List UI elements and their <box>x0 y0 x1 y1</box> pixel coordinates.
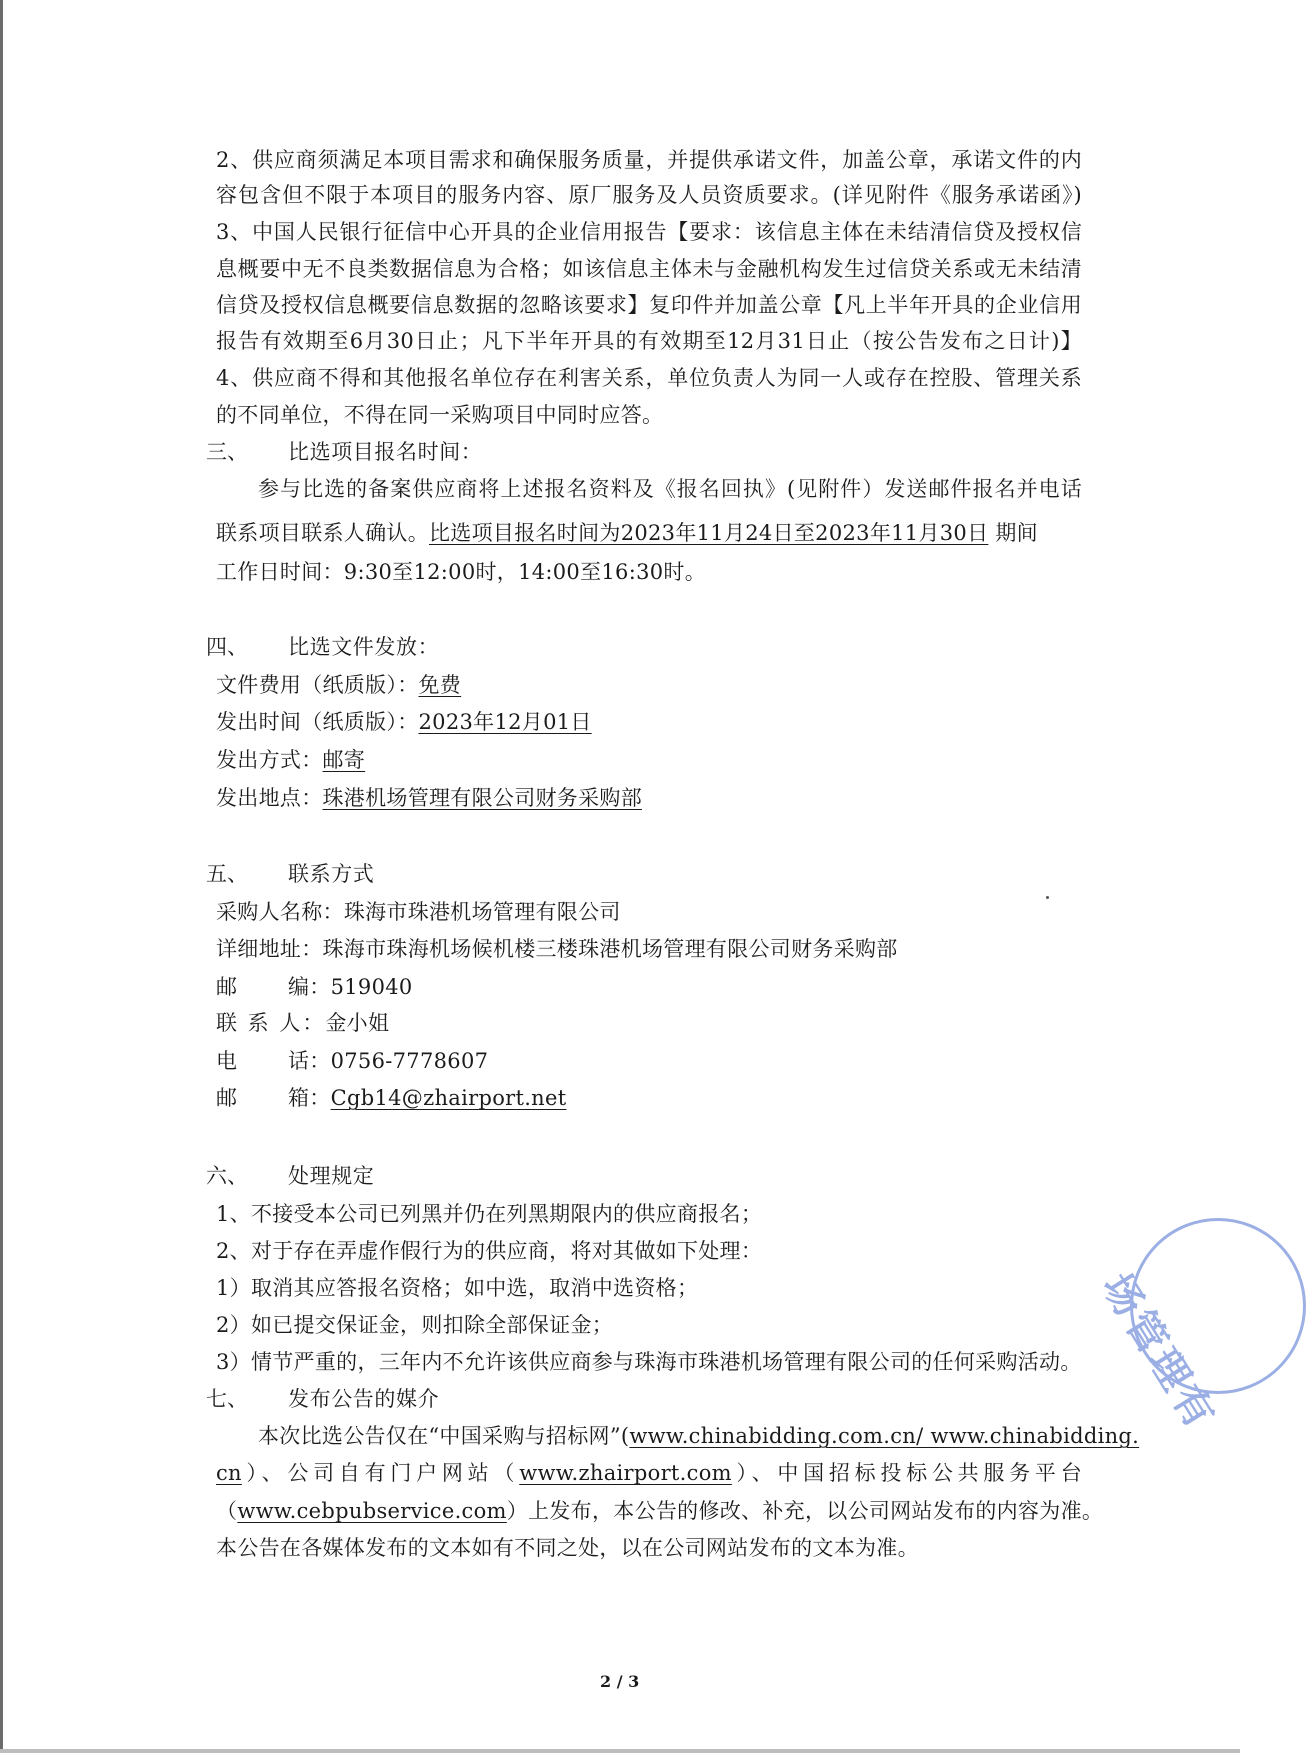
chinabidding-link[interactable]: www.chinabidding.com.cn/ www.chinabidding. <box>629 1424 1140 1448</box>
media-line3: （www.cebpubservice.com）上发布，本公告的修改、补充，以公司网站发布的内容为准。 <box>216 1499 1104 1523</box>
rule-line2: 2、对于存在弄虚作假行为的供应商，将对其做如下处理： <box>216 1239 763 1263</box>
media-line4: 本公告在各媒体发布的文本如有不同之处，以在公司网站发布的文本为准。 <box>216 1536 919 1560</box>
req-item3-line4: 报告有效期至6月30日止；凡下半年开具的有效期至12月31日止（按公告发布之日计)】 <box>216 329 1082 353</box>
section3-title: 比选项目报名时间： <box>288 440 483 464</box>
address-value: 珠海市珠海机场候机楼三楼珠港机场管理有限公司财务采购部 <box>322 937 898 961</box>
section7-number: 七、 <box>206 1387 248 1411</box>
issue-method-row: 发出方式：邮寄 <box>216 748 366 772</box>
issue-place-value: 珠港机场管理有限公司财务采购部 <box>322 786 642 810</box>
file-fee-row: 文件费用（纸质版）：免费 <box>216 673 462 697</box>
email-link[interactable]: Cgb14@zhairport.net <box>330 1086 567 1110</box>
section4-number: 四、 <box>206 635 248 659</box>
postcode-value: 519040 <box>330 975 413 999</box>
section4-title: 比选文件发放： <box>288 635 440 659</box>
seal-text: 场管理有 <box>1092 1265 1225 1440</box>
section5-heading <box>206 859 374 889</box>
scan-edge-bottom <box>0 1749 1240 1753</box>
company-seal <box>1092 1218 1306 1440</box>
email-row: 邮 箱：Cgb14@zhairport.net <box>216 1086 567 1110</box>
scan-speck <box>1046 896 1049 899</box>
section3-para-line1: 参与比选的备案供应商将上述报名资料及《报名回执》(见附件）发送邮件报名并电话 <box>258 477 1082 501</box>
registration-period: 比选项目报名时间为2023年11月24日至2023年11月30日 <box>429 521 989 545</box>
section5-title: 联系方式 <box>288 862 375 886</box>
buyer-value: 珠海市珠港机场管理有限公司 <box>343 900 621 924</box>
media-line1: 本次比选公告仅在“中国采购与招标网”(www.chinabidding.com.cn/ www.chinabidding. <box>258 1424 1140 1448</box>
req-item4-line2: 的不同单位，不得在同一采购项目中同时应答。 <box>216 403 664 427</box>
req-item3-line1: 3、中国人民银行征信中心开具的企业信用报告【要求：该信息主体在未结清信贷及授权信 <box>216 220 1082 244</box>
section4-heading <box>206 632 439 662</box>
phone-row: 电 话：0756-7778607 <box>216 1049 489 1073</box>
rule-line3: 1）取消其应答报名资格；如中选，取消中选资格； <box>216 1276 699 1300</box>
section3-number: 三、 <box>206 440 248 464</box>
rule-line5: 3）情节严重的，三年内不允许该供应商参与珠海市珠港机场管理有限公司的任何采购活动。 <box>216 1350 1082 1374</box>
section7-heading <box>206 1384 439 1414</box>
req-item2-line2: 容包含但不限于本项目的服务内容、原厂服务及人员资质要求。(详见附件《服务承诺函》) <box>216 183 1082 207</box>
rule-line1: 1、不接受本公司已列黑并仍在列黑期限内的供应商报名； <box>216 1202 763 1226</box>
buyer-row: 采购人名称：珠海市珠港机场管理有限公司 <box>216 900 621 924</box>
issue-method-value: 邮寄 <box>322 748 366 772</box>
section3-para-line2: 联系项目联系人确认。比选项目报名时间为2023年11月24日至2023年11月30日 期间 <box>216 521 1038 545</box>
section6-number: 六、 <box>206 1164 248 1188</box>
address-row: 详细地址：珠海市珠海机场候机楼三楼珠港机场管理有限公司财务采购部 <box>216 937 898 961</box>
file-fee-value: 免费 <box>418 673 462 697</box>
section5-number: 五、 <box>206 862 248 886</box>
req-item4-line1: 4、供应商不得和其他报名单位存在利害关系，单位负责人为同一人或存在控股、管理关系 <box>216 366 1082 390</box>
rule-line4: 2）如已提交保证金，则扣除全部保证金； <box>216 1313 614 1337</box>
chinabidding-link-cont[interactable]: cn <box>216 1461 242 1485</box>
issue-time-row: 发出时间（纸质版）：2023年12月01日 <box>216 710 592 734</box>
req-item2-line1: 2、供应商须满足本项目需求和确保服务质量，并提供承诺文件，加盖公章，承诺文件的内 <box>216 148 1082 172</box>
cebpubservice-link[interactable]: www.cebpubservice.com <box>237 1499 507 1523</box>
contact-value: 金小姐 <box>325 1011 390 1035</box>
scan-edge-left <box>0 0 3 1753</box>
contact-row: 联 系 人：金小姐 <box>216 1011 390 1035</box>
media-line2: cn）、公司自有门户网站（www.zhairport.com）、中国招标投标公共服务平台 <box>216 1461 1082 1485</box>
phone-value: 0756-7778607 <box>330 1049 489 1073</box>
section3-heading <box>206 437 482 467</box>
req-item3-line2: 息概要中无不良类数据信息为合格；如该信息主体未与金融机构发生过信贷关系或无未结清 <box>216 257 1082 281</box>
req-item3-line3: 信贷及授权信息概要信息数据的忽略该要求】复印件并加盖公章【凡上半年开具的企业信用 <box>216 293 1082 317</box>
postcode-row: 邮 编：519040 <box>216 975 413 999</box>
page-number: 2 / 3 <box>600 1672 640 1691</box>
zhairport-link[interactable]: www.zhairport.com <box>519 1461 732 1485</box>
section3-para-line3: 工作日时间：9:30至12:00时，14:00至16:30时。 <box>216 560 707 584</box>
issue-place-row: 发出地点：珠港机场管理有限公司财务采购部 <box>216 786 642 810</box>
section7-title: 发布公告的媒介 <box>288 1387 440 1411</box>
issue-time-value: 2023年12月01日 <box>418 710 592 734</box>
section6-title: 处理规定 <box>288 1164 375 1188</box>
section6-heading <box>206 1161 374 1191</box>
